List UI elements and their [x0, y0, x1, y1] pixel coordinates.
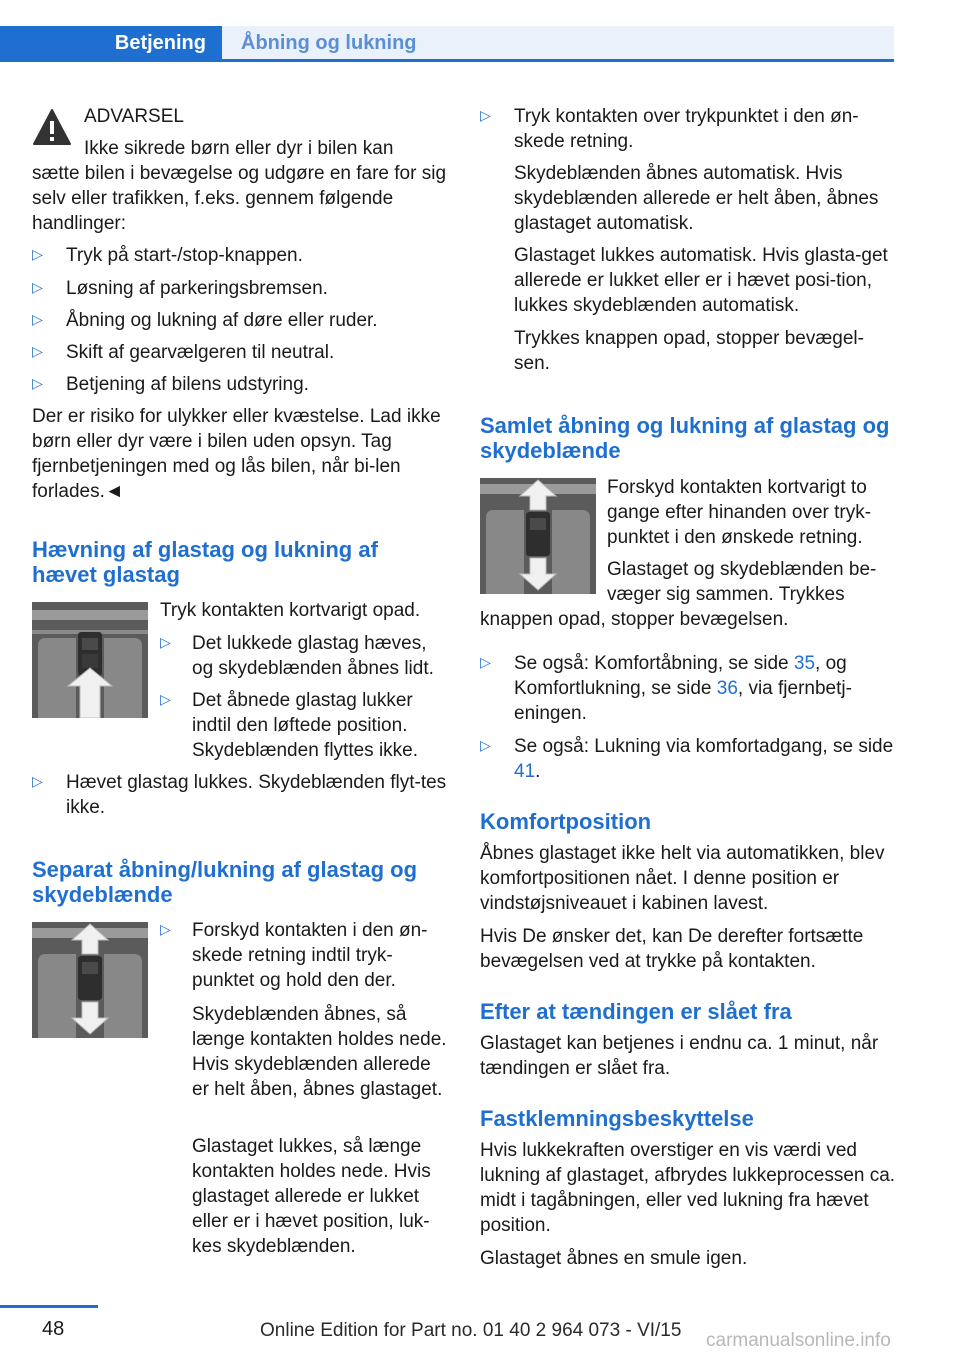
list-item: ▷ Betjening af bilens udstyring. [32, 374, 309, 395]
heading-comfort: Komfortposition [480, 809, 652, 834]
header-rule [0, 59, 894, 62]
triangle-bullet-icon: ▷ [480, 654, 491, 670]
list-item: ▷ Det åbnede glastag lukker indtil den løftede position. Skydeblænden flyttes ikke. [160, 690, 419, 761]
list-item: ▷ Se også: Lukning via komfortadgang, se side 41. [480, 736, 894, 782]
switch-image-updown-2 [480, 478, 596, 594]
switch-image-up [32, 602, 148, 718]
list-item: ▷ Tryk på start-/stop-knappen. [32, 245, 303, 266]
list-item: ▷ Løsning af parkeringsbremsen. [32, 278, 328, 299]
triangle-bullet-icon: ▷ [32, 311, 43, 327]
list-item: ▷ Se også: Komfortåbning, se side 35, og Komfortlukning, se side 36, via fjernbetj-eningen. [480, 653, 852, 724]
triangle-bullet-icon: ▷ [160, 634, 171, 650]
warning-line1: Ikke sikrede børn eller dyr i bilen kan [84, 138, 394, 159]
heading-combined: Samlet åbning og lukning af glastag og skydeblænde [480, 413, 890, 463]
page-link-41[interactable]: 41 [514, 761, 536, 782]
subsection-tab[interactable]: Åbning og lukning [222, 26, 894, 59]
list-item: ▷ Forskyd kontakten i den øn-skede retning indtil tryk-punktet og hold den der. [160, 920, 428, 991]
stop-text: Trykkes knappen opad, stopper bevægel-sen. [514, 328, 864, 374]
triangle-bullet-icon: ▷ [32, 773, 43, 789]
comfort-p2: Hvis De ønsker det, kan De derefter fortsætte bevægelsen ved at trykke på kontakten. [480, 926, 864, 972]
switch-image-updown [32, 922, 148, 1038]
heading-after: Efter at tændingen er slået fra [480, 999, 792, 1024]
footer-rule [0, 1305, 98, 1308]
warning-icon [32, 108, 72, 146]
triangle-bullet-icon: ▷ [32, 279, 43, 295]
list-item: ▷ Skift af gearvælgeren til neutral. [32, 342, 335, 363]
list-item: ▷ Åbning og lukning af døre eller ruder. [32, 310, 378, 331]
warning-text: sætte bilen i bevægelse og udgøre en fare for sig selv eller trafikken, f.eks. gennem følgende handlinger: [32, 163, 447, 234]
comfort-p1: Åbnes glastaget ikke helt via automatikken, blev komfortpositionen nået. I denne position er vindstøjsniveauet i kabinen lavest. [480, 843, 885, 914]
edition-text: Online Edition for Part no. 01 40 2 964 073 - VI/15 [260, 1320, 682, 1341]
triangle-bullet-icon: ▷ [480, 737, 491, 753]
warning-outro: Der er risiko for ulykker eller kvæstelse. Lad ikke børn eller dyr være i bilen uden opsyn. Tag fjernbetjeningen med og lås bilen, når bi-len forlades.◄ [32, 406, 441, 502]
triangle-bullet-icon: ▷ [160, 691, 171, 707]
watermark: carmanualsonline.info [706, 1330, 891, 1351]
auto-open-text: Skydeblænden åbnes automatisk. Hvis skydeblænden allerede er helt åben, åbnes glastaget automatisk. [514, 163, 879, 234]
list-item: ▷ Det lukkede glastag hæves, og skydeblænden åbnes lidt. [160, 633, 434, 679]
page-header [0, 0, 960, 62]
warning-title: ADVARSEL [84, 106, 184, 127]
heading-separate: Separat åbning/lukning af glastag og skydeblænde [32, 857, 418, 907]
separate-p1: Skydeblænden åbnes, så længe kontakten holdes nede. Hvis skydeblænden allerede er helt åben, åbnes glastaget. [192, 1004, 447, 1100]
pinch-p2: Glastaget åbnes en smule igen. [480, 1248, 748, 1269]
triangle-bullet-icon: ▷ [32, 343, 43, 359]
list-item: ▷ Tryk kontakten over trykpunktet i den øn-skede retning. [480, 106, 859, 152]
raise-intro: Tryk kontakten kortvarigt opad. [160, 600, 421, 621]
page-link-36[interactable]: 36 [716, 678, 738, 699]
triangle-bullet-icon: ▷ [32, 375, 43, 391]
triangle-bullet-icon: ▷ [32, 246, 43, 262]
after-text: Glastaget kan betjenes i endnu ca. 1 minut, når tændingen er slået fra. [480, 1033, 879, 1079]
list-item: ▷ Hævet glastag lukkes. Skydeblænden flyt-tes ikke. [32, 772, 447, 818]
separate-p2: Glastaget lukkes, så længe kontakten holdes nede. Hvis glastaget allerede er lukket eller er i hævet position, luk-kes skydeblænden. [192, 1136, 431, 1257]
pinch-p1: Hvis lukkekraften overstiger en vis værdi ved lukning af glastaget, afbrydes lukkeprocessen ca. midt i tagåbningen, eller ved lukning fra hævet position. [480, 1140, 896, 1236]
auto-close-text: Glastaget lukkes automatisk. Hvis glasta-get allerede er lukket eller er i hævet posi-tion, lukkes skydeblænden automatisk. [514, 245, 888, 316]
section-tab[interactable]: Betjening [0, 26, 222, 62]
combined-p2a: Glastaget og skydeblænden be-væger sig sammen. Trykkes [607, 559, 877, 605]
heading-pinch: Fastklemningsbeskyttelse [480, 1106, 754, 1131]
triangle-bullet-icon: ▷ [160, 921, 171, 937]
combined-p1: Forskyd kontakten kortvarigt to gange efter hinanden over tryk-punktet i den ønskede retning. [607, 477, 872, 548]
page-link-35[interactable]: 35 [793, 653, 816, 674]
triangle-bullet-icon: ▷ [480, 107, 491, 123]
page-number: 48 [42, 1318, 65, 1340]
heading-raise: Hævning af glastag og lukning af hævet glastag [32, 537, 378, 587]
combined-p2b: knappen opad, stopper bevægelsen. [480, 609, 789, 630]
